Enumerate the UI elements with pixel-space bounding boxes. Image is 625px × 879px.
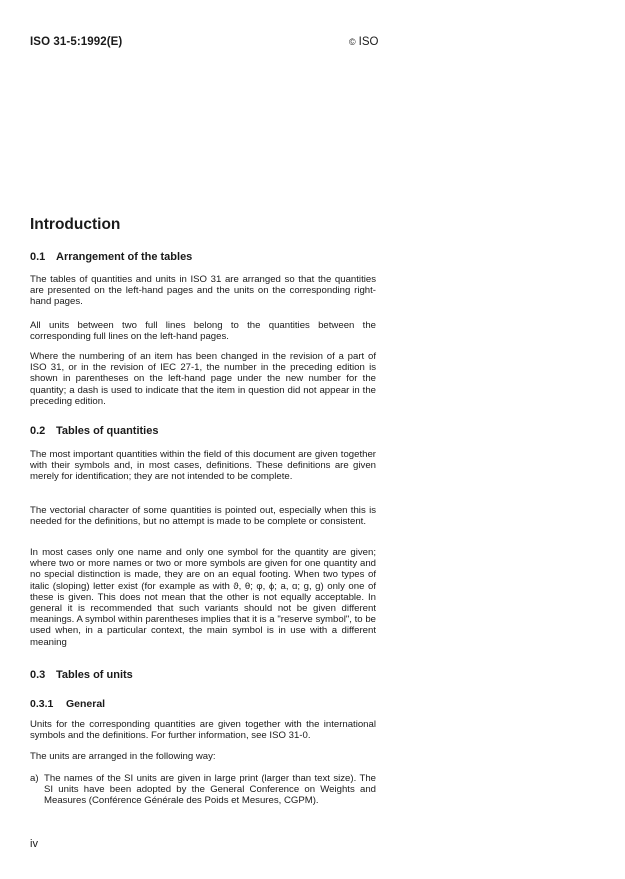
page-number: iv	[30, 838, 38, 850]
section-heading-0-2	[30, 425, 158, 437]
section-number: 0.3	[30, 669, 46, 681]
publisher-mark	[349, 36, 378, 48]
standard-reference: ISO 31-5:1992(E)	[30, 36, 123, 48]
paragraph: The tables of quantities and units in ISO 31 are arranged so that the quantities are presented on the left-hand pages and the units on the corresponding right-hand pages.	[30, 274, 376, 308]
section-heading-0-1	[30, 251, 192, 263]
copyright-symbol: ©	[349, 37, 356, 47]
paragraph: The units are arranged in the following way:	[30, 751, 216, 762]
section-number: 0.1	[30, 251, 46, 263]
paragraph: Where the numbering of an item has been changed in the revision of a part of ISO 31, or in the revision of IEC 27-1, the number in the preceding edition is shown in parentheses on the left-hand page under the new number for the quantity; a dash is used to indicate that the item in question did not appear in the preceding edition.	[30, 351, 376, 407]
subsection-title: General	[66, 698, 106, 710]
paragraph: The vectorial character of some quantities is pointed out, especially when this is needed for the definitions, but no attempt is made to be complete or consistent.	[30, 505, 376, 528]
list-item	[30, 773, 376, 807]
page-title: Introduction	[30, 216, 121, 233]
section-title: Arrangement of the tables	[56, 251, 193, 263]
publisher-name: ISO	[358, 36, 379, 48]
paragraph: Units for the corresponding quantities are given together with the international symbols and the definitions. For further information, see ISO 31-0.	[30, 719, 376, 742]
section-title: Tables of quantities	[56, 425, 159, 437]
paragraph: In most cases only one name and only one symbol for the quantity are given; where two or more names or two or more symbols are given for one quantity and no special distinction is made, they are on an equal footing. When two types of italic (sloping) letter exist (for example as with ϑ, θ; φ, ϕ; a, ɑ; g, ɡ) only one of these is given. This does not mean that the other is not equally acceptable. In general it is recommended that such variants should not be given different meanings. A symbol within parentheses implies that it is a "reserve symbol", to be used when, in a particular context, the main symbol is in use with a different meaning	[30, 547, 376, 648]
section-number: 0.2	[30, 425, 46, 437]
section-title: Tables of units	[56, 669, 133, 681]
paragraph: The most important quantities within the field of this document are given together with their symbols and, in most cases, definitions. These definitions are given merely for identification; they are not intended to be complete.	[30, 449, 376, 483]
paragraph: All units between two full lines belong to the quantities between the corresponding full lines on the left-hand pages.	[30, 320, 376, 343]
subsection-number: 0.3.1	[30, 698, 54, 710]
list-marker: a)	[30, 773, 39, 784]
subsection-heading-0-3-1	[30, 698, 105, 710]
list-item-text: The names of the SI units are given in large print (larger than text size). The SI units have been adopted by the General Conference on Weights and Measures (Conférence Générale des Poids et Mesures, CGPM).	[44, 773, 376, 807]
section-heading-0-3	[30, 669, 133, 681]
